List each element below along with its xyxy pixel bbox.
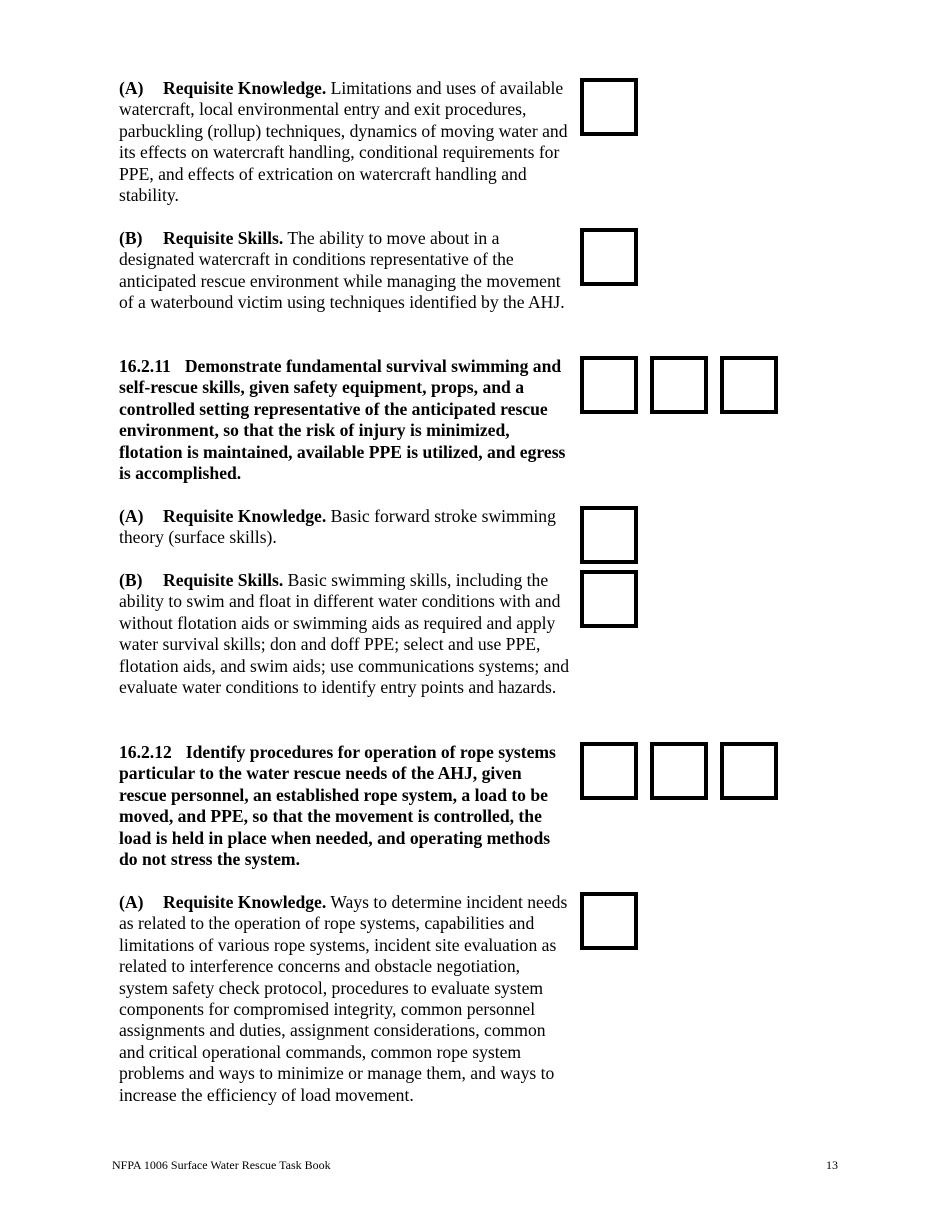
- requisite-skills-watercraft: [119, 228, 571, 314]
- standard-number: 16.2.12: [119, 742, 172, 762]
- item-title: Requisite Knowledge.: [163, 78, 327, 98]
- page-number: 13: [826, 1158, 838, 1172]
- item-title: Requisite Skills.: [163, 228, 284, 248]
- checkbox-16-2-12-3[interactable]: [720, 742, 778, 800]
- item-text: Basic swimming skills, including the ability to swim and float in different water conditions with and without flotation aids or swimming aids as required and apply water survival skills; don and doff PPE; select and use PPE, flotation aids, and swim aids; use communications systems; and evaluate water conditions to identify entry points and hazards.: [119, 570, 570, 698]
- checkbox-16-2-10-a[interactable]: [580, 78, 638, 136]
- checkbox-16-2-11-2[interactable]: [650, 356, 708, 414]
- requisite-skills-swimming: [119, 570, 571, 698]
- item-text: Limitations and uses of available watercraft, local environmental entry and exit procedures, parbuckling (rollup) techniques, dynamics of moving water and its effects on watercraft handling, conditional requirements for PPE, and effects of extrication on watercraft handling and stability.: [119, 78, 568, 206]
- item-title: Requisite Skills.: [163, 570, 284, 590]
- item-title: Requisite Knowledge.: [163, 892, 327, 912]
- item-label: (A): [119, 892, 144, 912]
- footer-title: NFPA 1006 Surface Water Rescue Task Book: [112, 1158, 331, 1172]
- standard-number: 16.2.11: [119, 356, 171, 376]
- item-text: Basic forward stroke swimming theory (surface skills).: [119, 506, 556, 548]
- item-label: (B): [119, 228, 143, 248]
- item-text: The ability to move about in a designated watercraft in conditions representative of the anticipated rescue environment while managing the movement of a waterbound victim using techniques identified by the AHJ.: [119, 228, 565, 313]
- requisite-knowledge-swimming: [119, 506, 571, 549]
- item-label: (A): [119, 506, 144, 526]
- checkbox-16-2-12-2[interactable]: [650, 742, 708, 800]
- item-label: (B): [119, 570, 143, 590]
- item-label: (A): [119, 78, 144, 98]
- requisite-knowledge-watercraft: [119, 78, 571, 206]
- requisite-knowledge-rope-systems: [119, 892, 571, 1106]
- checkbox-16-2-11-b[interactable]: [580, 570, 638, 628]
- checkbox-16-2-10-b[interactable]: [580, 228, 638, 286]
- item-title: Requisite Knowledge.: [163, 506, 327, 526]
- standard-16-2-12: [119, 742, 571, 870]
- checkbox-16-2-11-1[interactable]: [580, 356, 638, 414]
- standard-16-2-11: [119, 356, 571, 484]
- standard-text: Identify procedures for operation of rope systems particular to the water rescue needs of the AHJ, given rescue personnel, an established rope system, a load to be moved, and PPE, so that the movement is controlled, the load is held in place when needed, and operating methods do not stress the system.: [119, 742, 556, 870]
- checkbox-16-2-11-3[interactable]: [720, 356, 778, 414]
- checkbox-16-2-11-a[interactable]: [580, 506, 638, 564]
- item-text: Ways to determine incident needs as related to the operation of rope systems, capabilities and limitations of various rope systems, incident site evaluation as related to interference concerns and obstacle negotiation, system safety check protocol, procedures to evaluate system components for compromised integrity, common personnel assignments and duties, assignment considerations, common and critical operational commands, common rope system problems and ways to minimize or manage them, and ways to increase the efficiency of load movement.: [119, 892, 568, 1105]
- checkbox-16-2-12-a[interactable]: [580, 892, 638, 950]
- checkbox-16-2-12-1[interactable]: [580, 742, 638, 800]
- standard-text: Demonstrate fundamental survival swimming and self-rescue skills, given safety equipment, props, and a controlled setting representative of the anticipated rescue environment, so that the risk of injury is minimized, flotation is maintained, available PPE is utilized, and egress is accomplished.: [119, 356, 566, 484]
